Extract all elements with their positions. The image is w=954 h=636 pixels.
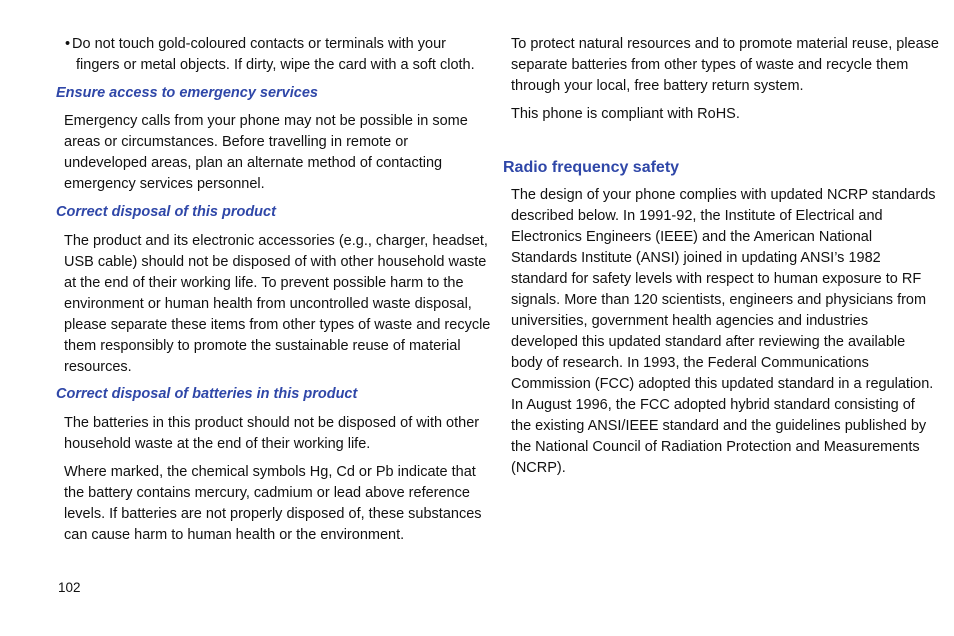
text-line: body of research. In 1993, the Federal Communications bbox=[511, 355, 869, 371]
text-line: Do not touch gold-coloured contacts or terminals with your bbox=[72, 36, 446, 52]
text-line: signals. More than 120 scientists, engineers and physicians from bbox=[511, 292, 927, 308]
batteries-recycle-paragraph bbox=[511, 34, 939, 97]
text-line: The batteries in this product should not be disposed of with other bbox=[64, 415, 480, 431]
text-line: levels. If batteries are not properly disposed of, these substances bbox=[64, 506, 482, 522]
text-line: fingers or metal objects. If dirty, wipe the card with a soft cloth. bbox=[76, 57, 475, 73]
heading-radio-frequency-safety: Radio frequency safety bbox=[503, 159, 680, 176]
batteries-paragraph-1 bbox=[64, 413, 479, 455]
text-line: resources. bbox=[64, 359, 132, 375]
text-line: through your local, free battery return system. bbox=[511, 78, 804, 94]
batteries-paragraph-2 bbox=[64, 462, 482, 546]
text-line: The design of your phone complies with updated NCRP standards bbox=[511, 187, 936, 203]
text-line: Commission (FCC) adopted this updated standard in a regulation. bbox=[511, 376, 934, 392]
text-line: Standards Institute (ANSI) joined in updating ANSI’s 1982 bbox=[511, 250, 881, 266]
text-line: Where marked, the chemical symbols Hg, Cd or Pb indicate that bbox=[64, 464, 476, 480]
text-line: developed this updated standard after reviewing the available bbox=[511, 334, 906, 350]
rohs-paragraph bbox=[511, 104, 740, 125]
text-line: Emergency calls from your phone may not be possible in some bbox=[64, 113, 468, 129]
text-line: universities, government health agencies and industries bbox=[511, 313, 869, 329]
text-line: standard for safety levels with respect to human exposure to RF bbox=[511, 271, 922, 287]
text-line: at the end of their working life. To prevent possible harm to the bbox=[64, 275, 464, 291]
rf-paragraph bbox=[511, 185, 936, 479]
text-line: This phone is compliant with RoHS. bbox=[511, 106, 740, 122]
text-line: USB cable) should not be disposed of with other household waste bbox=[64, 254, 487, 270]
text-line: Electronics Engineers (IEEE) and the American National bbox=[511, 229, 873, 245]
text-line: described below. In 1991-92, the Institute of Electrical and bbox=[511, 208, 883, 224]
text-line: undeveloped areas, plan an alternate method of contacting bbox=[64, 155, 443, 171]
text-line: the existing ANSI/IEEE standard and the guidelines published by bbox=[511, 418, 927, 434]
text-line: To protect natural resources and to promote material reuse, please bbox=[511, 36, 939, 52]
text-line: In August 1996, the FCC adopted hybrid standard consisting of bbox=[511, 397, 915, 413]
page-number: 102 bbox=[58, 580, 81, 595]
text-line: please separate these items from other types of waste and recycle bbox=[64, 317, 491, 333]
text-line: emergency services personnel. bbox=[64, 176, 265, 192]
text-line: can cause harm to human health or the environment. bbox=[64, 527, 405, 543]
text-line: household waste at the end of their working life. bbox=[64, 436, 371, 452]
disposal-product-paragraph bbox=[64, 231, 490, 378]
text-line: the National Council of Radiation Protection and Measurements bbox=[511, 439, 920, 455]
text-line: environment or human health from uncontrolled waste disposal, bbox=[64, 296, 472, 312]
emergency-paragraph bbox=[64, 111, 468, 195]
heading-disposal-batteries: Correct disposal of batteries in this product bbox=[56, 386, 358, 402]
bullet-mark: • bbox=[65, 36, 71, 52]
text-line: separate batteries from other types of waste and recycle them bbox=[511, 57, 909, 73]
bullet-paragraph bbox=[72, 34, 475, 76]
text-line: them responsibly to promote the sustainable reuse of material bbox=[64, 338, 461, 354]
text-line: areas or circumstances. Before travelling in remote or bbox=[64, 134, 409, 150]
heading-emergency-services: Ensure access to emergency services bbox=[56, 85, 318, 101]
text-line: the battery contains mercury, cadmium or lead above reference bbox=[64, 485, 470, 501]
heading-disposal-product: Correct disposal of this product bbox=[56, 204, 276, 220]
text-line: (NCRP). bbox=[511, 460, 566, 476]
text-line: The product and its electronic accessories (e.g., charger, headset, bbox=[64, 233, 488, 249]
